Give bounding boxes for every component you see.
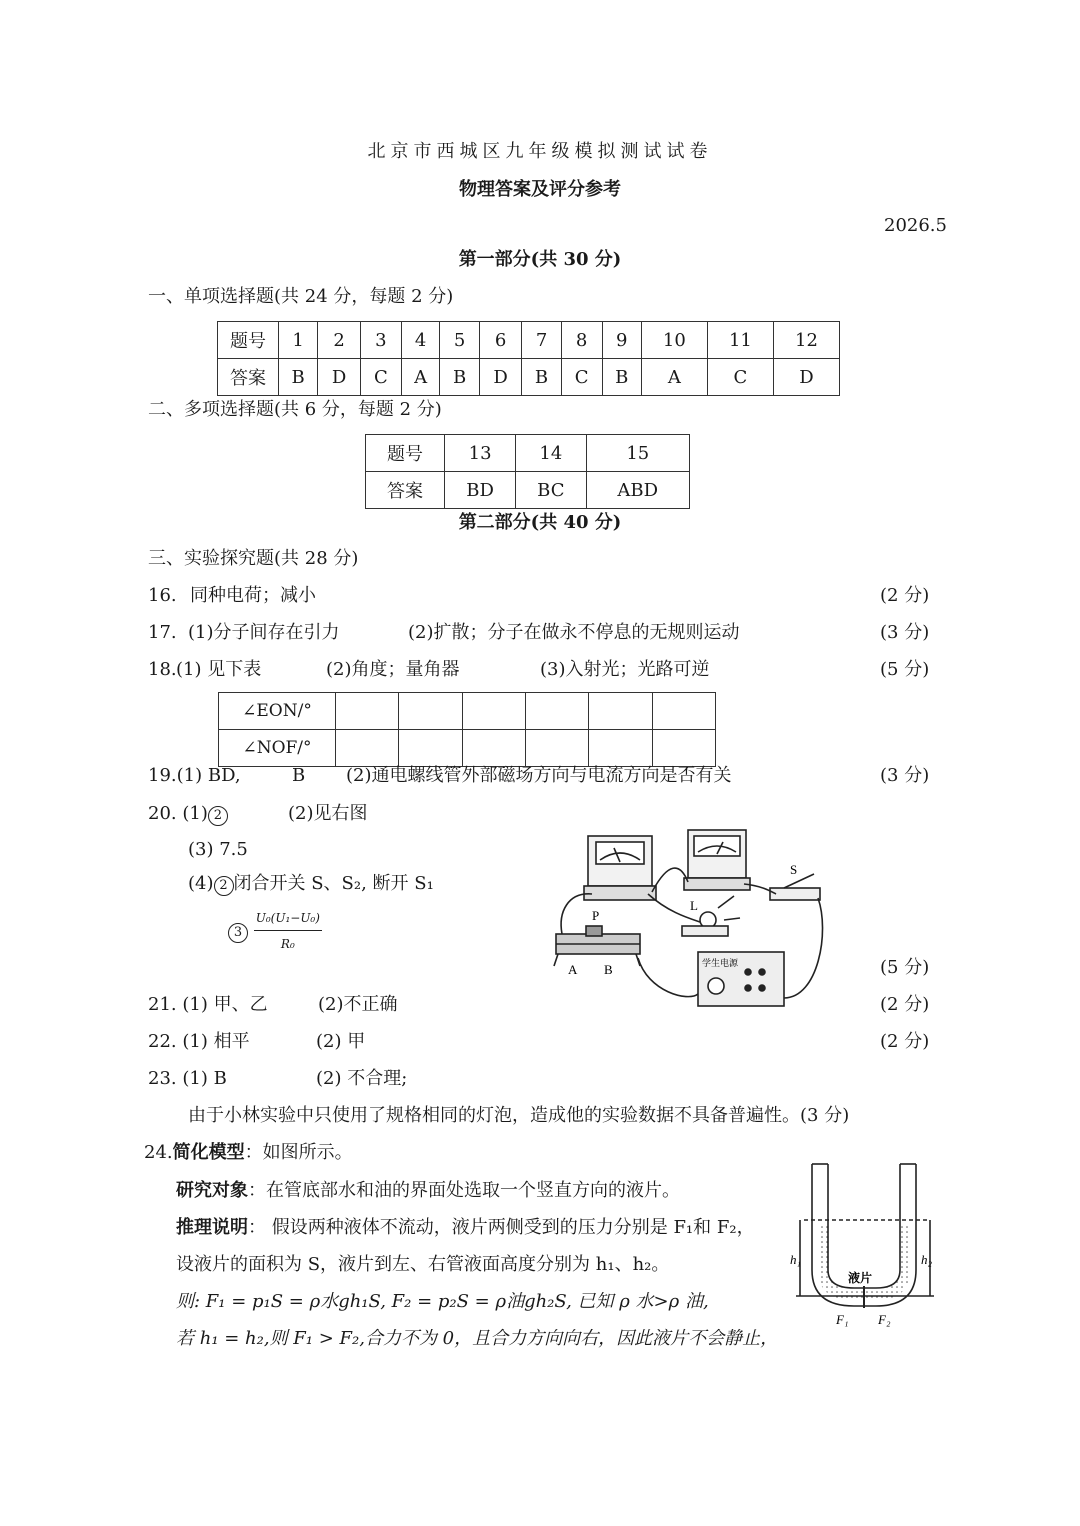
answer-cell: ABD [586, 472, 689, 509]
question-number-cell: 1 [279, 322, 318, 359]
answer-cell: D [479, 359, 522, 396]
answer-cell: BC [516, 472, 586, 509]
circled-number: 2 [214, 876, 234, 896]
question-number-cell: 5 [440, 322, 479, 359]
q24-line-5: 则: F₁ = p₁S = ρ水gh₁S, F₂ = p₂S = ρ油gh₂S, 已知 ρ 水>ρ 油, [176, 1291, 709, 1312]
q23-answer-1: 23. (1) B [148, 1068, 227, 1089]
multi-choice-table [365, 434, 690, 509]
formula-fraction [254, 906, 322, 956]
answer-cell: D [773, 359, 839, 396]
q24-line-3 [176, 1216, 755, 1240]
sec1-heading: 一、单项选择题(共 24 分，每题 2 分) [148, 286, 454, 307]
q20-answer-2: (2)见右图 [288, 803, 368, 824]
q17-answer-1: (1)分子间存在引力 [188, 622, 340, 643]
circled-number: 3 [228, 923, 248, 943]
wire [638, 958, 698, 997]
q19-answer-2: (2)通电螺线管外部磁场方向与电流方向是否有关 [346, 765, 732, 786]
q17-number: 17. [148, 622, 177, 643]
wire [652, 868, 688, 892]
question-number-cell: 10 [641, 322, 707, 359]
question-number-cell: 14 [516, 435, 586, 472]
question-number-cell: 2 [318, 322, 361, 359]
q17-answer-2: (2)扩散；分子在做永不停息的无规则运动 [408, 622, 740, 643]
wire [784, 898, 823, 998]
answer-cell: D [318, 359, 361, 396]
q22-score: (2 分) [880, 1031, 930, 1052]
answer-cell: A [641, 359, 707, 396]
q20-sub-label: (4) [188, 873, 214, 894]
q24-label-model: 简化模型 [172, 1142, 245, 1163]
q24-number: 24. [144, 1142, 173, 1163]
label-a: A [568, 962, 578, 977]
circuit-figure [548, 822, 838, 1022]
question-number-cell: 3 [360, 322, 401, 359]
q18-answer-2: (2)角度；量角器 [326, 659, 460, 680]
q21-answer-2: (2)不正确 [318, 994, 398, 1015]
q18-score: (5 分) [880, 659, 930, 680]
answer-cell: B [522, 359, 561, 396]
label-s: S [790, 862, 798, 877]
q19-answer-1: 19.(1) BD, [148, 765, 241, 786]
circled-number: 2 [208, 806, 228, 826]
row-label-answer: 答案 [218, 359, 279, 396]
question-number-cell: 13 [445, 435, 516, 472]
q24-line-2 [176, 1179, 680, 1203]
q17-score: (3 分) [880, 622, 930, 643]
answer-cell: A [401, 359, 440, 396]
question-number-cell: 9 [602, 322, 641, 359]
q20-answer-1 [148, 802, 228, 826]
question-number-cell: 6 [479, 322, 522, 359]
angle-row-eon: ∠EON/° [219, 693, 336, 730]
q24-label-reasoning: 推理说明 [176, 1217, 248, 1238]
answer-cell: B [602, 359, 641, 396]
part2-heading: 第二部分(共 40 分) [458, 512, 622, 533]
angle-row-nof: ∠NOF/° [219, 730, 336, 767]
q24-line-4: 设液片的面积为 S，液片到左、右管液面高度分别为 h₁、h₂。 [176, 1254, 670, 1275]
q18-answer-3: (3)入射光；光路可逆 [540, 659, 710, 680]
question-number-cell: 12 [773, 322, 839, 359]
sec2-heading: 二、多项选择题(共 6 分，每题 2 分) [148, 399, 442, 420]
q16-number: 16. [148, 585, 177, 606]
answer-cell: C [561, 359, 602, 396]
answer-cell: C [360, 359, 401, 396]
q22-answer-1: 22. (1) 相平 [148, 1031, 250, 1052]
answer-cell: B [440, 359, 479, 396]
q20-score: (5 分) [880, 957, 930, 978]
q20-step-text: 闭合开关 S、S₂, 断开 S₁ [233, 873, 434, 894]
question-number-cell: 4 [401, 322, 440, 359]
q24-text-object: ：在管底部水和油的界面处选取一个竖直方向的液片。 [248, 1180, 680, 1201]
answer-subtitle: 物理答案及评分参考 [459, 179, 621, 200]
q20-answer-4 [188, 872, 434, 896]
fraction-denominator: R₀ [280, 937, 295, 951]
q23-explanation: 由于小林实验中只使用了规格相同的灯泡，造成他的实验数据不具备普遍性。(3 分) [188, 1105, 850, 1126]
label-liquid-piece: 液片 [848, 1271, 873, 1285]
q24-line-6: 若 h₁ = h₂,则 F₁ > F₂,合力不为 0，且合力方向向右，因此液片不会静止， [176, 1328, 779, 1349]
label-l: L [690, 898, 698, 913]
q24-label-object: 研究对象 [176, 1180, 248, 1201]
switch-icon [770, 888, 820, 900]
answer-cell: BD [445, 472, 516, 509]
u-tube-figure [790, 1160, 940, 1330]
q21-answer-1: 21. (1) 甲、乙 [148, 994, 268, 1015]
fraction-numerator: U₀(U₁−U₀) [254, 906, 322, 931]
q19-score: (3 分) [880, 765, 930, 786]
row-label-answer: 答案 [366, 472, 445, 509]
label-h1: h₁ [790, 1252, 802, 1267]
q19-answer-b: B [292, 765, 306, 786]
question-number-cell: 15 [586, 435, 689, 472]
answer-cell: B [279, 359, 318, 396]
q21-score: (2 分) [880, 994, 930, 1015]
q24-text-model: ：如图所示。 [244, 1142, 353, 1163]
answer-cell: C [707, 359, 773, 396]
label-h2: h₂ [921, 1252, 933, 1267]
exam-title: 北京市西城区九年级模拟测试试卷 [367, 141, 713, 162]
question-number-cell: 7 [522, 322, 561, 359]
sec3-heading: 三、实验探究题(共 28 分) [148, 548, 359, 569]
q18-number: 18. [148, 659, 177, 680]
single-choice-table [217, 321, 840, 396]
label-f2: F₂ [878, 1312, 891, 1327]
q20-answer-formula [228, 906, 322, 956]
power-supply-label: 学生电源 [702, 959, 739, 969]
q24-text-reasoning: ： 假设两种液体不流动，液片两侧受到的压力分别是 F₁和 F₂， [248, 1217, 755, 1238]
q16-score: (2 分) [880, 585, 930, 606]
q23-answer-2: (2) 不合理; [316, 1068, 408, 1089]
exam-date: 2026.5 [884, 215, 947, 236]
label-f1: F₁ [836, 1312, 849, 1327]
angle-table [218, 692, 716, 767]
label-p: P [592, 908, 600, 923]
q20-answer-3: (3) 7.5 [188, 839, 248, 860]
row-label-question: 题号 [218, 322, 279, 359]
q18-answer-1: (1) 见下表 [176, 659, 262, 680]
q20-label: 20. (1) [148, 803, 208, 824]
q22-answer-2: (2) 甲 [316, 1031, 366, 1052]
row-label-question: 题号 [366, 435, 445, 472]
q16-answer: 同种电荷；减小 [190, 585, 316, 606]
tube-inner [828, 1164, 900, 1288]
q24-line-1 [144, 1141, 353, 1165]
label-b: B [604, 962, 613, 977]
part1-heading: 第一部分(共 30 分) [458, 249, 622, 270]
question-number-cell: 8 [561, 322, 602, 359]
question-number-cell: 11 [707, 322, 773, 359]
